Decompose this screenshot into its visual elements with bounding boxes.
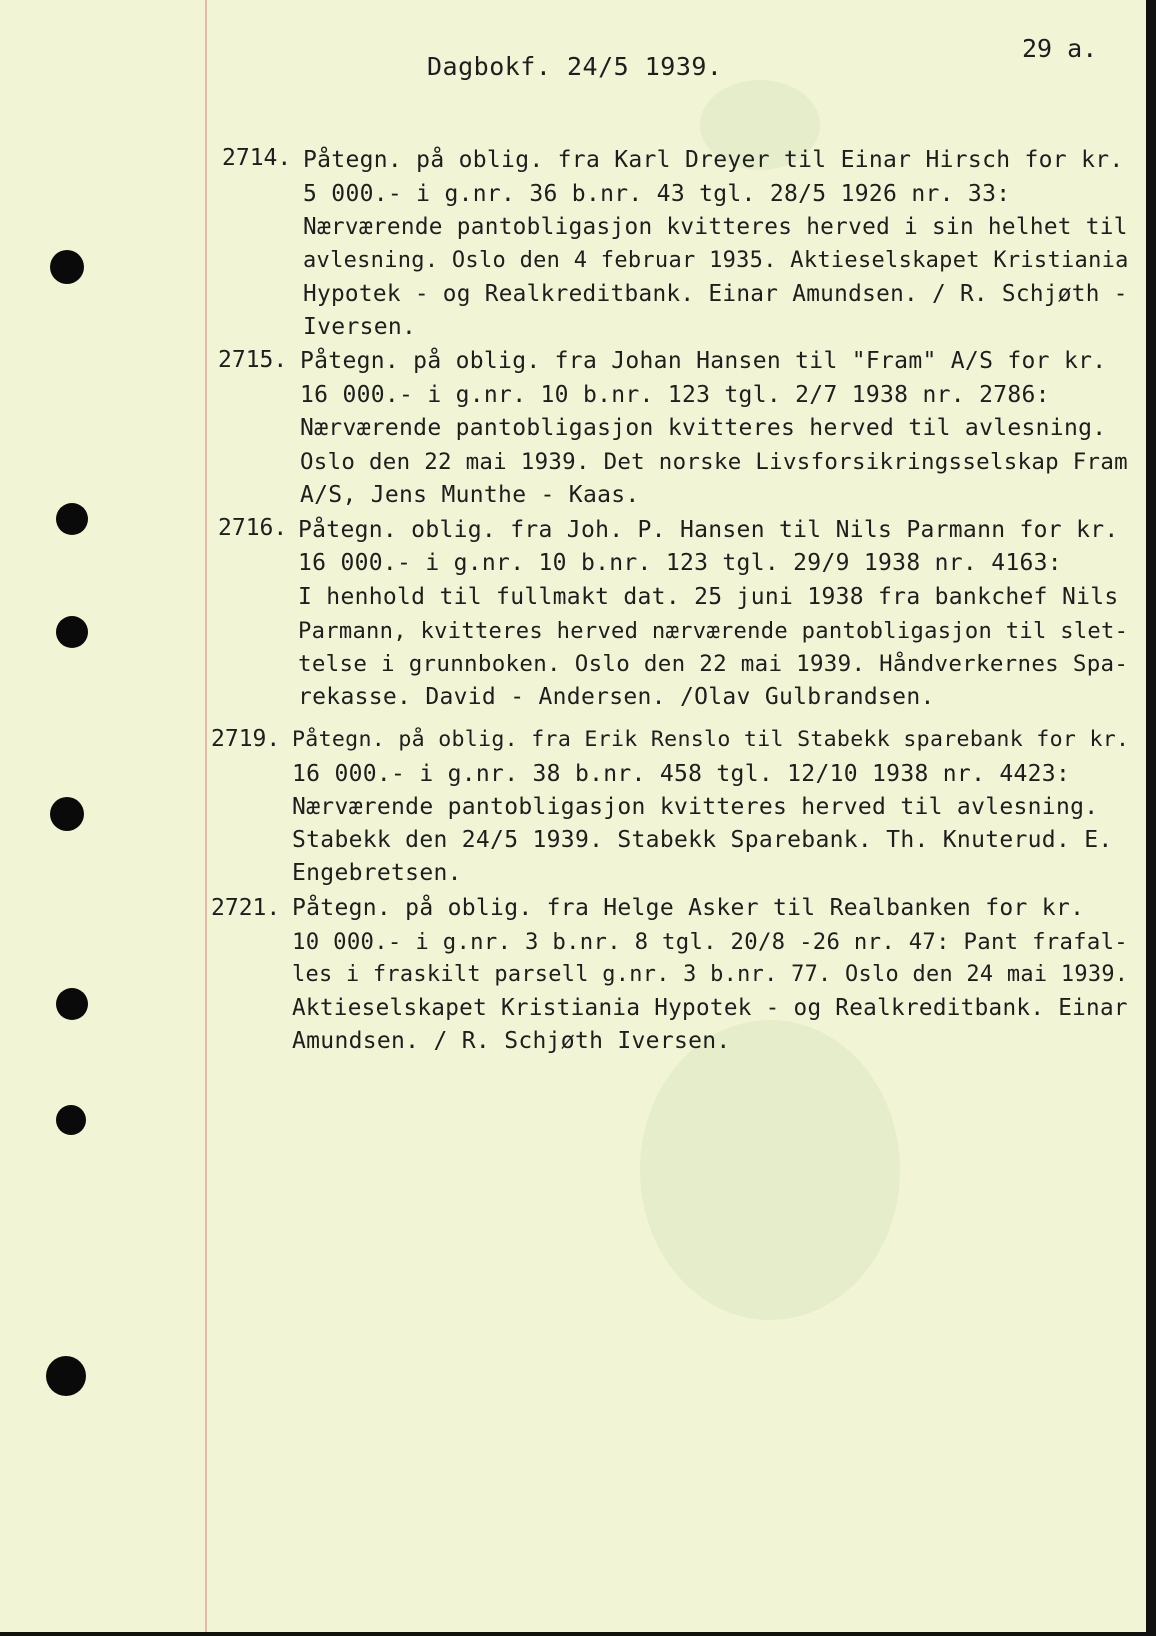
entry-line: Aktieselskapet Kristiania Hypotek - og Realkreditbank. Einar bbox=[292, 995, 1128, 1021]
binder-hole bbox=[56, 503, 88, 535]
entry-line: 10 000.- i g.nr. 3 b.nr. 8 tgl. 20/8 -26 nr. 47: Pant frafal- bbox=[292, 929, 1129, 955]
binder-hole bbox=[56, 1105, 86, 1135]
entry-line: Hypotek - og Realkreditbank. Einar Amundsen. / R. Schjøth - bbox=[303, 281, 1128, 307]
entry-line: Nærværende pantobligasjon kvitteres herved til avlesning. bbox=[300, 415, 1107, 441]
page-title: Dagbokf. 24/5 1939. bbox=[427, 52, 723, 81]
entry-line: A/S, Jens Munthe - Kaas. bbox=[300, 482, 640, 508]
entry-number: 2715. bbox=[218, 347, 288, 373]
entry-line: Stabekk den 24/5 1939. Stabekk Sparebank. Th. Knuterud. E. bbox=[292, 827, 1113, 853]
entry-number: 2714. bbox=[222, 145, 292, 171]
binder-hole bbox=[56, 988, 88, 1020]
entry-line: Amundsen. / R. Schjøth Iversen. bbox=[292, 1028, 731, 1054]
entry-line: rekasse. David - Andersen. /Olav Gulbrandsen. bbox=[298, 684, 935, 710]
entry-line: Påtegn. på oblig. fra Karl Dreyer til Einar Hirsch for kr. bbox=[303, 147, 1124, 173]
entry-line: Påtegn. på oblig. fra Helge Asker til Realbanken for kr. bbox=[292, 895, 1085, 921]
binder-hole bbox=[50, 797, 84, 831]
entry-number: 2716. bbox=[218, 515, 288, 541]
page-number: 29 a. bbox=[1022, 34, 1098, 63]
entry-line: I henhold til fullmakt dat. 25 juni 1938 fra bankchef Nils bbox=[298, 584, 1119, 610]
entry-line: Påtegn. oblig. fra Joh. P. Hansen til Nils Parmann for kr. bbox=[298, 517, 1119, 543]
entry-line: 16 000.- i g.nr. 10 b.nr. 123 tgl. 29/9 1938 nr. 4163: bbox=[298, 550, 1062, 576]
entry-line: Påtegn. på oblig. fra Erik Renslo til Stabekk sparebank for kr. bbox=[292, 727, 1130, 752]
entry-line: avlesning. Oslo den 4 februar 1935. Aktieselskapet Kristiania bbox=[303, 248, 1129, 273]
entry-line: Nærværende pantobligasjon kvitteres herved til avlesning. bbox=[292, 794, 1099, 820]
scan-edge bbox=[0, 1632, 1156, 1636]
binder-hole bbox=[50, 250, 84, 284]
paper-stain bbox=[640, 1020, 900, 1320]
entry-line: Parmann, kvitteres herved nærværende pantobligasjon til slet- bbox=[298, 618, 1129, 644]
entry-line: 16 000.- i g.nr. 10 b.nr. 123 tgl. 2/7 1938 nr. 2786: bbox=[300, 382, 1050, 408]
scan-edge bbox=[1146, 0, 1156, 1636]
binder-hole bbox=[46, 1356, 86, 1396]
entry-line: 16 000.- i g.nr. 38 b.nr. 458 tgl. 12/10 1938 nr. 4423: bbox=[292, 761, 1071, 787]
entry-line: telse i grunnboken. Oslo den 22 mai 1939. Håndverkernes Spa- bbox=[298, 651, 1129, 677]
margin-rule bbox=[205, 0, 207, 1632]
entry-number: 2721. bbox=[211, 895, 281, 921]
entry-line: Nærværende pantobligasjon kvitteres herved i sin helhet til bbox=[303, 214, 1128, 240]
entry-line: Påtegn. på oblig. fra Johan Hansen til "Fram" A/S for kr. bbox=[300, 348, 1107, 374]
entry-line: 5 000.- i g.nr. 36 b.nr. 43 tgl. 28/5 1926 nr. 33: bbox=[303, 181, 1011, 207]
binder-hole bbox=[56, 616, 88, 648]
entry-line: Iversen. bbox=[303, 314, 417, 340]
entry-line: Engebretsen. bbox=[292, 860, 462, 886]
entry-line: les i fraskilt parsell g.nr. 3 b.nr. 77. Oslo den 24 mai 1939. bbox=[292, 962, 1129, 987]
entry-line: Oslo den 22 mai 1939. Det norske Livsforsikringsselskap Fram bbox=[300, 449, 1128, 475]
entry-number: 2719. bbox=[211, 726, 281, 752]
